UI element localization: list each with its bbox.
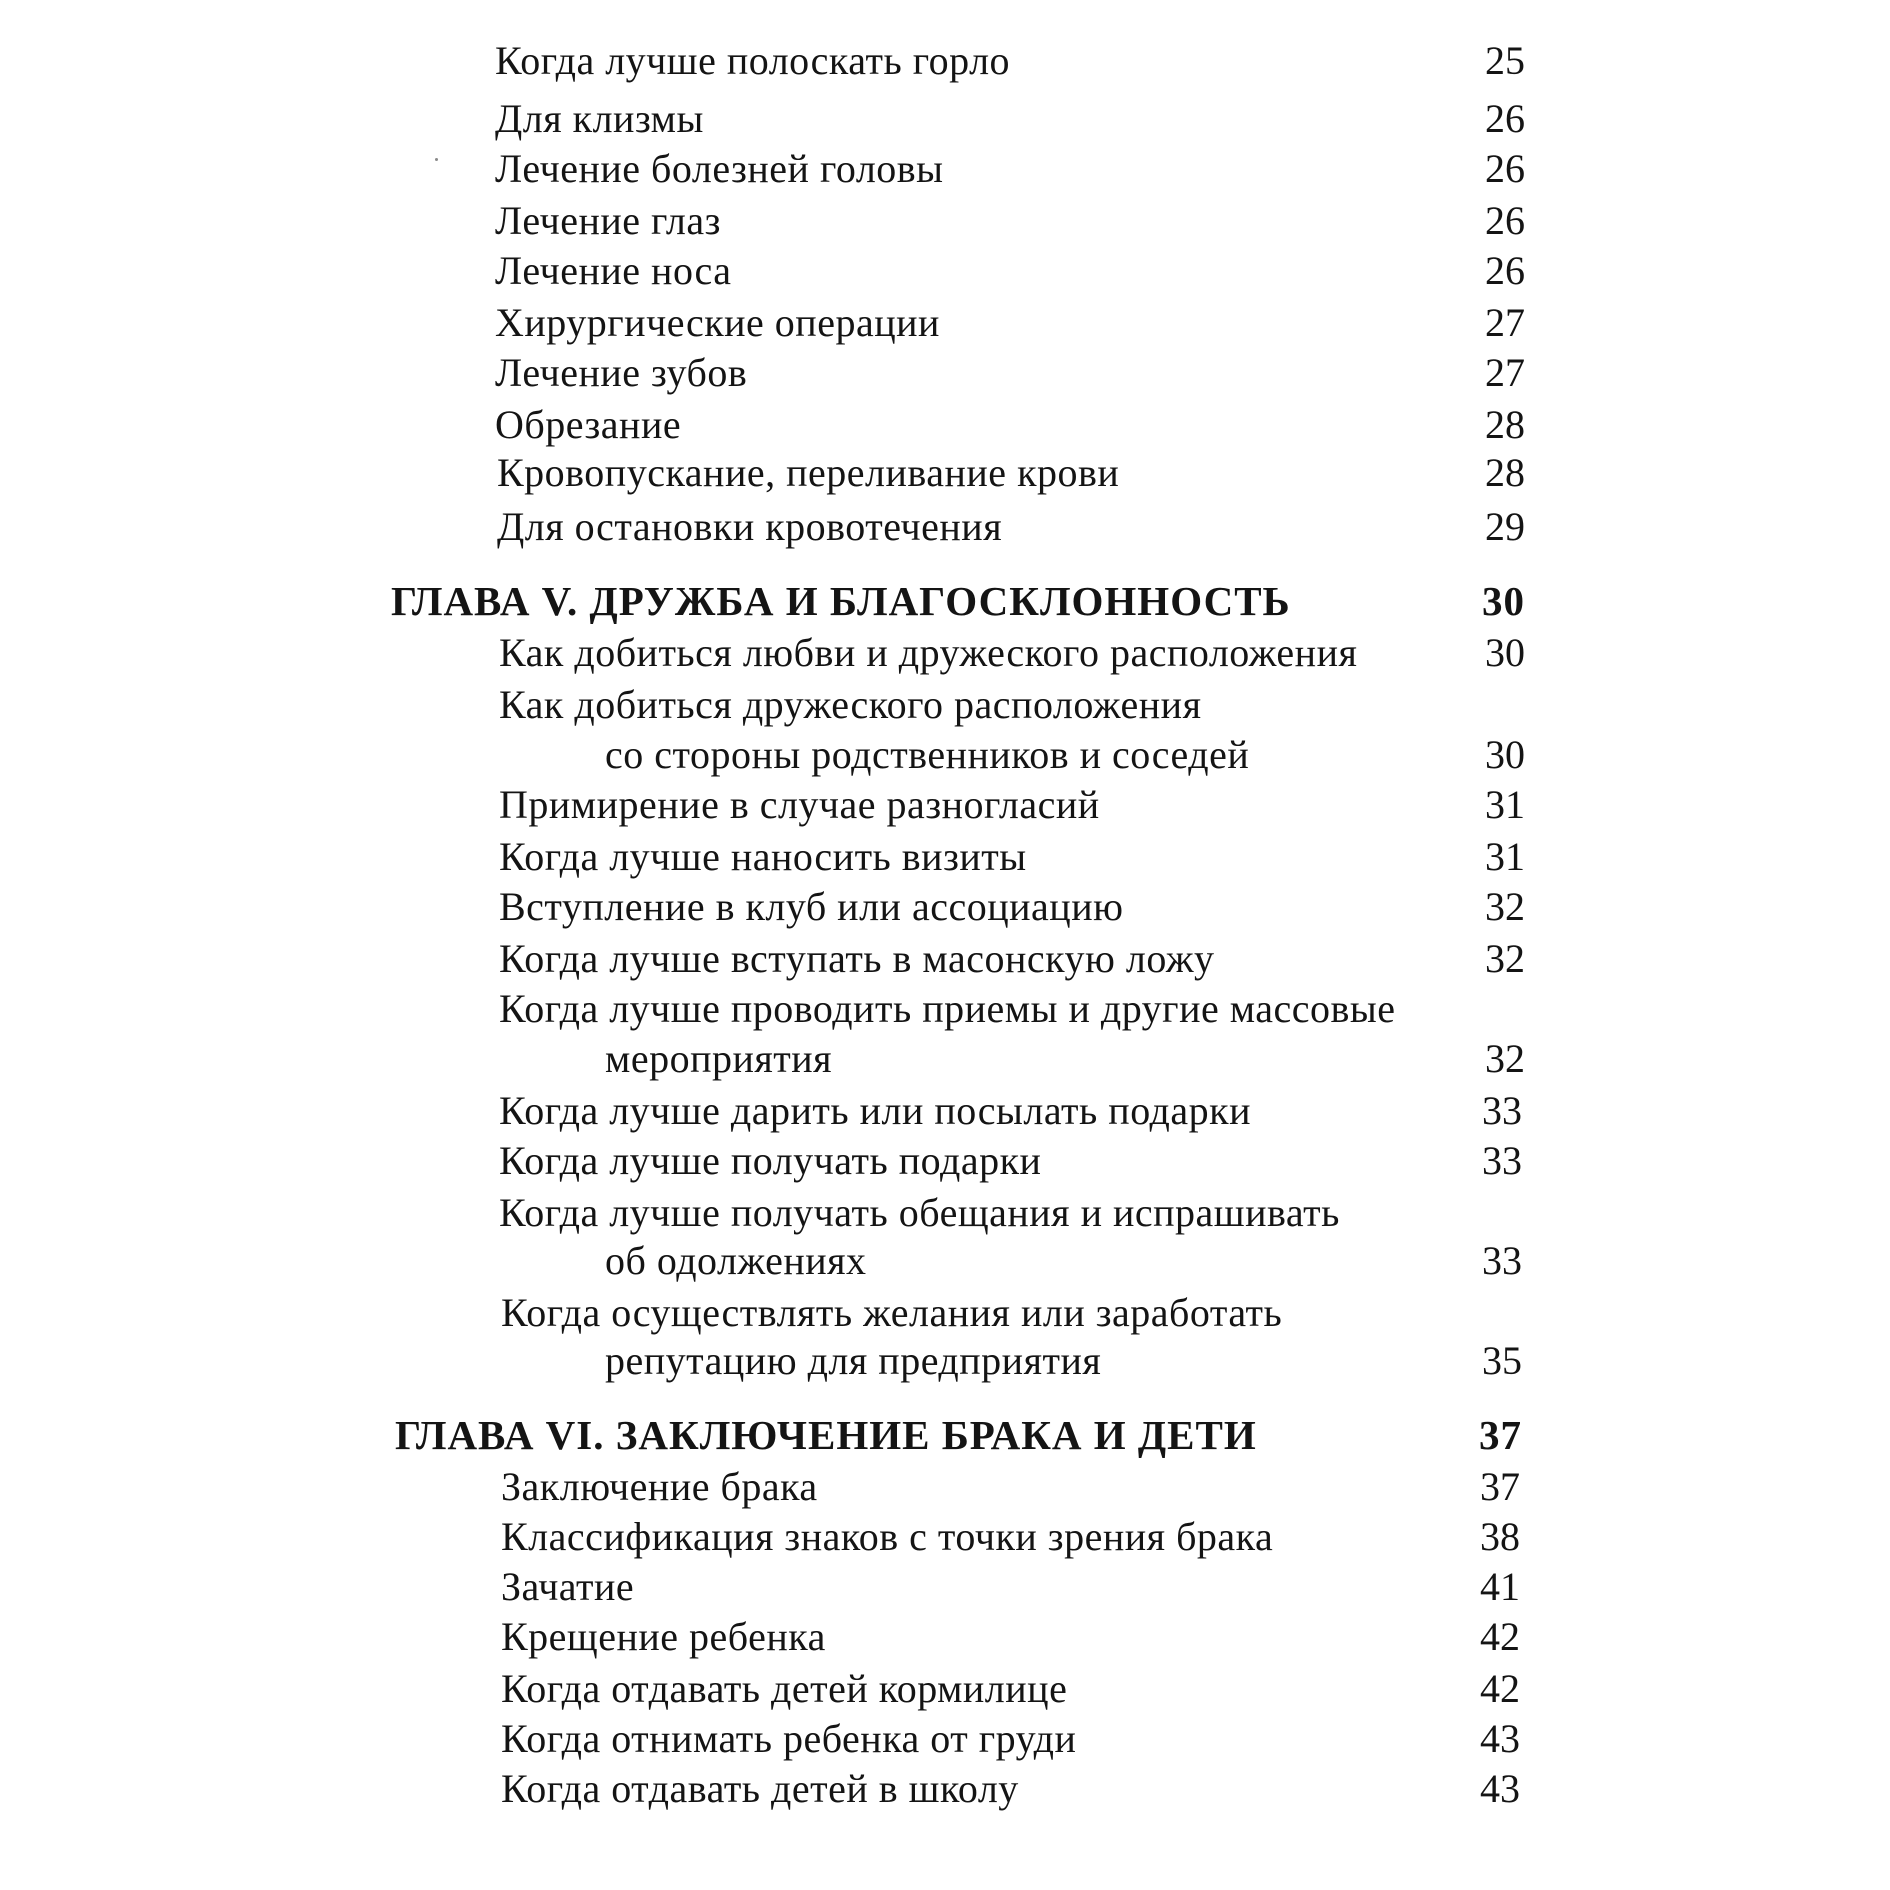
chapter-title: ГЛАВА VI. ЗАКЛЮЧЕНИЕ БРАКА И ДЕТИ [395, 1412, 1257, 1458]
toc-entry-page: 32 [1485, 1036, 1525, 1081]
toc-entry-page: 29 [1485, 504, 1525, 549]
toc-entry-title: Когда отдавать детей в школу [501, 1766, 1019, 1811]
toc-entry [0, 94, 1890, 144]
toc-entry [0, 36, 1890, 86]
toc-entry-page: 42 [1480, 1666, 1520, 1711]
toc-entry-page: 33 [1482, 1088, 1522, 1133]
toc-entry-page: 27 [1485, 300, 1525, 345]
toc-entry-title: Когда лучше дарить или посылать подарки [499, 1088, 1251, 1133]
toc-entry [0, 1764, 1890, 1814]
toc-entry [0, 1188, 1890, 1238]
toc-entry-title-continuation: мероприятия [605, 1036, 833, 1081]
toc-entry-page: 33 [1482, 1238, 1522, 1283]
toc-entry [0, 400, 1890, 450]
toc-entry [0, 502, 1890, 552]
toc-entry-title: Примирение в случае разногласий [499, 782, 1100, 827]
toc-entry-continuation [0, 730, 1890, 780]
toc-entry-title: Лечение носа [495, 248, 732, 293]
toc-entry-page: 26 [1485, 146, 1525, 191]
toc-entry-title: Когда лучше наносить визиты [499, 834, 1027, 879]
toc-entry-title: Когда лучше полоскать горло [495, 38, 1011, 83]
toc-entry-title: Как добиться любви и дружеского расположения [499, 630, 1358, 675]
toc-entry-page: 25 [1485, 38, 1525, 83]
toc-entry-page: 26 [1485, 96, 1525, 141]
toc-entry-page: 30 [1485, 630, 1525, 675]
toc-entry [0, 1714, 1890, 1764]
toc-entry [0, 882, 1890, 932]
toc-entry [0, 1612, 1890, 1662]
toc-entry-title: Для клизмы [495, 96, 704, 141]
toc-entry [0, 1288, 1890, 1338]
toc-entry [0, 628, 1890, 678]
toc-entry-page: 32 [1485, 884, 1525, 929]
toc-entry [0, 448, 1890, 498]
toc-entry-page: 28 [1485, 402, 1525, 447]
toc-entry-continuation [0, 1336, 1890, 1386]
chapter-title: ГЛАВА V. ДРУЖБА И БЛАГОСКЛОННОСТЬ [391, 578, 1291, 624]
toc-entry-page: 42 [1480, 1614, 1520, 1659]
toc-entry-title: Крещение ребенка [501, 1614, 826, 1659]
toc-entry-page: 26 [1485, 198, 1525, 243]
toc-entry-page: 33 [1482, 1138, 1522, 1183]
toc-entry-page: 35 [1482, 1338, 1522, 1383]
toc-entry-page: 27 [1485, 350, 1525, 395]
toc-entry-title: Лечение глаз [495, 198, 721, 243]
toc-entry-title: Когда лучше вступать в масонскую ложу [499, 936, 1215, 981]
toc-entry-title: Когда отнимать ребенка от груди [501, 1716, 1077, 1761]
toc-entry [0, 1086, 1890, 1136]
toc-entry-title: Вступление в клуб или ассоциацию [499, 884, 1124, 929]
toc-entry [0, 1136, 1890, 1186]
toc-entry-title-continuation: со стороны родственников и соседей [605, 732, 1250, 777]
toc-entry [0, 1562, 1890, 1612]
toc-entry-title: Заключение брака [501, 1464, 818, 1509]
toc-entry-title: Когда лучше получать обещания и испрашивать [499, 1190, 1340, 1235]
toc-entry [0, 780, 1890, 830]
toc-entry [0, 832, 1890, 882]
toc-entry [0, 196, 1890, 246]
toc-entry-title: Лечение зубов [495, 350, 748, 395]
toc-entry-title: Лечение болезней головы [495, 146, 944, 191]
toc-entry-page: 43 [1480, 1766, 1520, 1811]
toc-entry-page: 26 [1485, 248, 1525, 293]
toc-entry-continuation [0, 1034, 1890, 1084]
toc-entry-title: Когда осуществлять желания или заработать [501, 1290, 1283, 1335]
toc-entry [0, 680, 1890, 730]
toc-entry [0, 934, 1890, 984]
toc-entry-title-continuation: об одолжениях [605, 1238, 867, 1283]
toc-entry-title: Когда лучше получать подарки [499, 1138, 1042, 1183]
chapter-heading [0, 576, 1890, 626]
toc-entry [0, 1512, 1890, 1562]
toc-entry-title-continuation: репутацию для предприятия [605, 1338, 1102, 1383]
toc-entry-page: 31 [1485, 834, 1525, 879]
toc-entry [0, 246, 1890, 296]
toc-entry-title: Классификация знаков с точки зрения брака [501, 1514, 1274, 1559]
toc-entry-page: 41 [1480, 1564, 1520, 1609]
toc-entry-page: 43 [1480, 1716, 1520, 1761]
toc-entry-title: Зачатие [501, 1564, 635, 1609]
toc-entry-continuation [0, 1236, 1890, 1286]
toc-entry [0, 1664, 1890, 1714]
toc-entry-title: Кровопускание, переливание крови [497, 450, 1120, 495]
toc-entry-page: 28 [1485, 450, 1525, 495]
toc-entry-page: 31 [1485, 782, 1525, 827]
toc-entry [0, 1462, 1890, 1512]
toc-entry [0, 984, 1890, 1034]
toc-entry-title: Обрезание [495, 402, 682, 447]
toc-entry-title: Для остановки кровотечения [497, 504, 1003, 549]
toc-entry [0, 348, 1890, 398]
toc-entry [0, 144, 1890, 194]
toc-entry-page: 32 [1485, 936, 1525, 981]
chapter-heading [0, 1410, 1890, 1460]
toc-entry-title: Как добиться дружеского расположения [499, 682, 1202, 727]
toc-entry-title: Хирургические операции [495, 300, 940, 345]
toc-entry-page: 38 [1480, 1514, 1520, 1559]
toc-entry-page: 37 [1480, 1464, 1520, 1509]
chapter-page: 30 [1482, 578, 1525, 624]
toc-entry-title: Когда отдавать детей кормилице [501, 1666, 1068, 1711]
toc-entry-page: 30 [1485, 732, 1525, 777]
chapter-page: 37 [1479, 1412, 1522, 1458]
toc-entry-title: Когда лучше проводить приемы и другие массовые [499, 986, 1396, 1031]
toc-entry [0, 298, 1890, 348]
